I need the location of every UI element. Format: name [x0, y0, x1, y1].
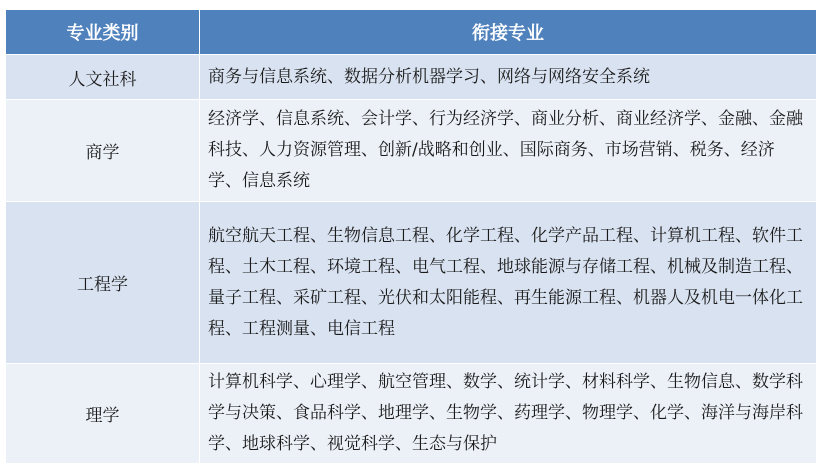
header-row [6, 10, 817, 55]
majors-cell: 商务与信息系统、数据分析机器学习、网络与网络安全系统 [200, 55, 817, 100]
category-cell: 人文社科 [6, 55, 200, 100]
category-cell: 理学 [6, 364, 200, 464]
majors-cell: 航空航天工程、生物信息工程、化学工程、化学产品工程、计算机工程、软件工程、土木工程、环境工程、电气工程、地球能源与存储工程、机械及制造工程、量子工程、采矿工程、光伏和太阳能程、再生能源工程、机器人及机电一体化工程、工程测量、电信工程 [200, 202, 817, 364]
table-row [6, 100, 817, 202]
header-majors: 衔接专业 [200, 10, 817, 55]
header-category: 专业类别 [6, 10, 200, 55]
majors-cell: 经济学、信息系统、会计学、行为经济学、商业分析、商业经济学、金融、金融科技、人力资源管理、创新/战略和创业、国际商务、市场营销、税务、经济学、信息系统 [200, 100, 817, 202]
majors-cell: 计算机科学、心理学、航空管理、数学、统计学、材料科学、生物信息、数学科学与决策、食品科学、地理学、生物学、药理学、物理学、化学、海洋与海岸科学、地球科学、视觉科学、生态与保护 [200, 364, 817, 464]
category-cell: 工程学 [6, 202, 200, 364]
table-row [6, 55, 817, 100]
major-table [5, 9, 817, 464]
table-row [6, 364, 817, 464]
table-row [6, 202, 817, 364]
category-cell: 商学 [6, 100, 200, 202]
